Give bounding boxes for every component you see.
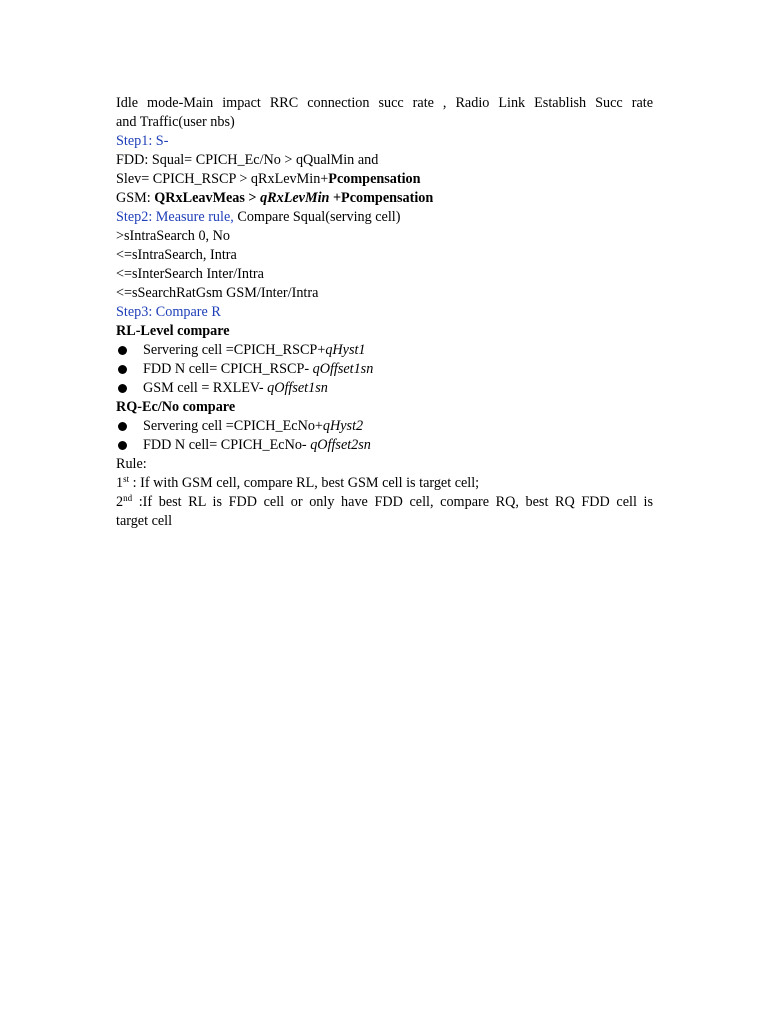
step3-heading: Step3: Compare R: [116, 304, 221, 320]
fdd-squal-line: FDD: Squal= CPICH_Ec/No > qQualMin and: [116, 152, 379, 168]
rl-list-item: [116, 341, 653, 360]
slev-line: [116, 170, 653, 189]
rl-item-param: qOffset1sn: [267, 380, 328, 396]
rl-item-text: Servering cell =CPICH_RSCP+: [143, 342, 326, 358]
rq-item-param: qHyst2: [322, 418, 364, 434]
rl-item-text: FDD N cell= CPICH_RSCP-: [143, 361, 313, 377]
rule-second-text: :If best RL is FDD cell or only have FDD cell, compare RQ, best RQ FDD cell is: [132, 494, 653, 510]
gsm-line: [116, 189, 653, 208]
rq-list-item: [116, 417, 653, 436]
rq-item-text: Servering cell =CPICH_EcNo+: [143, 418, 323, 434]
intro-line-1: Idle mode-Main impact RRC connection succ rate , Radio Link Establish Succ rate: [116, 95, 653, 111]
rule-first-ordinal: st: [123, 474, 130, 484]
rq-list-item: [116, 436, 653, 455]
step2-heading: Step2: Measure rule,: [116, 209, 234, 225]
rl-level-heading: RL-Level compare: [116, 323, 230, 339]
bullet-icon: [118, 384, 127, 393]
bullet-icon: [118, 441, 127, 450]
rl-item-param: qOffset1sn: [312, 361, 374, 377]
gsm-pcompensation: +Pcompensation: [329, 190, 434, 206]
rl-item-param: qHyst1: [325, 342, 366, 358]
rule-first-number: 1: [116, 475, 124, 491]
step2-heading-rest: Compare Squal(serving cell): [233, 209, 401, 225]
step2-rule: <=sInterSearch Inter/Intra: [116, 266, 264, 282]
step2-rule: >sIntraSearch 0, No: [116, 228, 230, 244]
step1-heading: Step1: S-: [116, 133, 169, 149]
gsm-qrxlevmin: qRxLevMin: [260, 190, 330, 206]
rq-item-param: qOffset2sn: [310, 437, 371, 453]
step2-rule: <=sSearchRatGsm GSM/Inter/Intra: [116, 285, 319, 301]
bullet-icon: [118, 346, 127, 355]
rl-list-item: [116, 379, 653, 398]
gsm-qrxleavmeas: QRxLeavMeas >: [154, 190, 261, 206]
rl-list-item: [116, 360, 653, 379]
gsm-prefix: GSM:: [116, 190, 155, 206]
intro-line-2: and Traffic(user nbs): [116, 114, 235, 130]
rule-first-text: : If with GSM cell, compare RL, best GSM cell is target cell;: [129, 475, 480, 491]
rule-second: [116, 493, 653, 512]
slev-text: Slev= CPICH_RSCP > qRxLevMin+: [116, 171, 329, 187]
step2-heading-line: [116, 208, 653, 227]
slev-pcompensation: Pcompensation: [328, 171, 421, 187]
rule-second-ordinal: nd: [123, 493, 133, 503]
step2-rule: <=sIntraSearch, Intra: [116, 247, 237, 263]
rq-ecno-heading: RQ-Ec/No compare: [116, 399, 236, 415]
bullet-icon: [118, 422, 127, 431]
document-body: [116, 94, 653, 531]
bullet-icon: [118, 365, 127, 374]
rl-item-text: GSM cell = RXLEV-: [143, 380, 268, 396]
rq-item-text: FDD N cell= CPICH_EcNo-: [143, 437, 311, 453]
rule-second-continuation: target cell: [116, 513, 173, 529]
rule-label: Rule:: [116, 456, 147, 472]
rule-first: [116, 474, 653, 493]
rule-second-number: 2: [116, 494, 124, 510]
